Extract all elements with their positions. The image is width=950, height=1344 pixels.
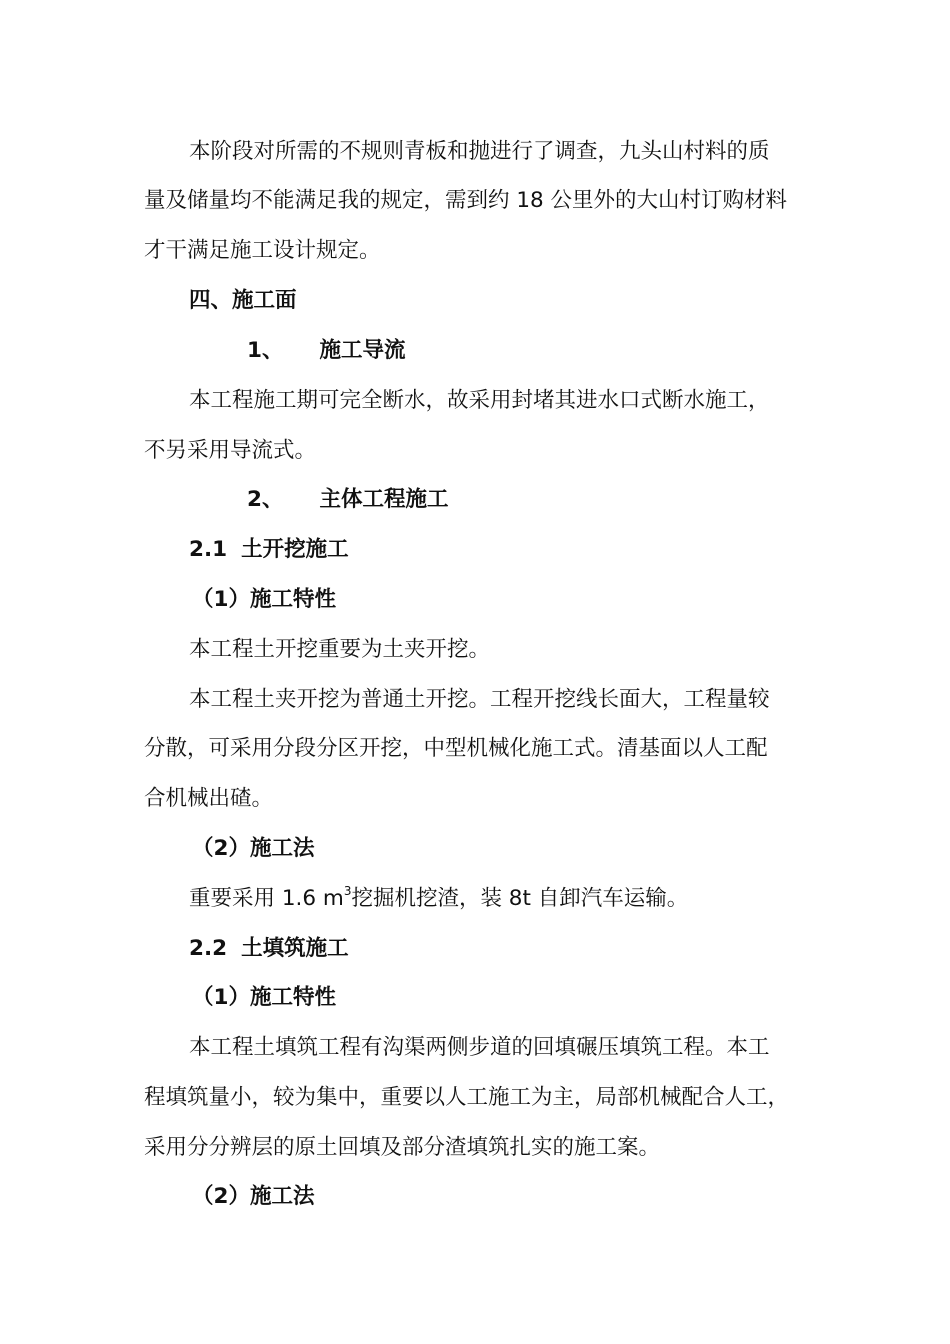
subsection-1-heading [247,336,405,366]
subsection-1-number: 1、 [247,338,284,363]
intro-line-1: 本阶段对所需的不规则青板和抛进行了调查，九头山村料的质 [189,139,770,164]
section-2-1-method-heading: （2）施工法 [192,836,315,861]
section-2-1-feature-heading: （1）施工特性 [192,587,336,612]
method-text-after: 挖掘机挖渣，装 8t 自卸汽车运输。 [351,886,689,911]
section-2-1-para-2-line-2: 分散，可采用分段分区开挖，中型机械化施工式。清基面以人工配 [144,736,768,761]
section-2-1-title: 土开挖施工 [241,537,349,562]
intro-line-2: 量及储量均不能满足我的规定，需到约 18 公里外的大山村订购材料 [144,188,788,213]
subsection-1-line-2: 不另采用导流式。 [144,438,317,463]
section-2-2-heading [189,934,349,964]
section-2-1-para-2-line-1: 本工程土夹开挖为普通土开挖。工程开挖线长面大，工程量较 [189,687,770,712]
subsection-1-line-1: 本工程施工期可完全断水，故采用封堵其进水口式断水施工， [189,388,770,413]
section-2-1-heading [189,535,349,565]
section-2-2-para-1-line-3: 采用分分辨层的原土回填及部分渣填筑扎实的施工案。 [144,1135,661,1160]
section-2-2-para-1-line-2: 程填筑量小，较为集中，重要以人工施工为主，局部机械配合人工， [144,1085,790,1110]
section-2-2-number: 2.2 [189,936,228,961]
method-text-before: 重要采用 1.6 m [189,886,344,911]
section-2-2-method-heading: （2）施工法 [192,1184,315,1209]
subsection-2-number: 2、 [247,487,284,512]
subsection-2-title: 主体工程施工 [319,487,449,512]
section-2-1-para-1: 本工程土开挖重要为土夹开挖。 [189,637,491,662]
section-2-2-para-1-line-1: 本工程土填筑工程有沟渠两侧步道的回填碾压填筑工程。本工 [189,1035,770,1060]
method-text-superscript: 3 [343,884,352,898]
section-4-heading: 四、施工面 [189,288,297,313]
intro-line-3: 才干满足施工设计规定。 [144,238,381,263]
section-2-1-number: 2.1 [189,537,228,562]
section-2-2-title: 土填筑施工 [241,936,349,961]
subsection-2-heading [247,485,448,515]
section-2-1-method-text [189,884,688,914]
subsection-1-title: 施工导流 [319,338,406,363]
section-2-1-para-2-line-3: 合机械出碴。 [144,786,274,811]
section-2-2-feature-heading: （1）施工特性 [192,985,336,1010]
